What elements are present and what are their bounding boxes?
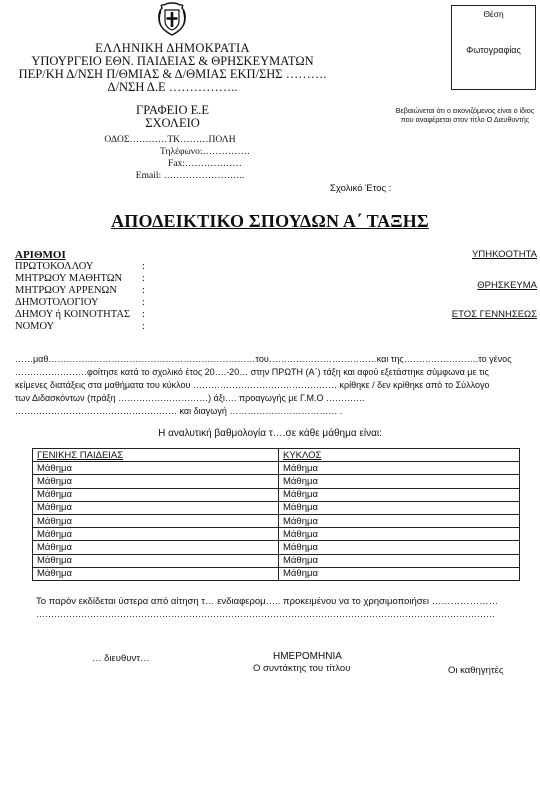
- address-field: ΟΔΟΣ…………ΤΚ………ΠΟΛΗ: [104, 135, 236, 145]
- table-row: [33, 488, 520, 501]
- subject-cell: Μάθημα: [33, 462, 279, 475]
- table-row: [33, 514, 520, 527]
- school-office-block: [0, 104, 345, 130]
- director-signature-label: … διευθυντ…: [92, 653, 150, 664]
- subject-cell: Μάθημα: [33, 501, 279, 514]
- email-field: Email: ……………………..: [135, 171, 245, 181]
- date-label: ΗΜΕΡΟΜΗΝΙΑ: [273, 651, 342, 662]
- colon: :: [142, 285, 145, 296]
- religion-label: ΘΡΗΣΚΕΥΜΑ: [477, 280, 537, 291]
- issuing-authority-header: [0, 42, 345, 94]
- municipality-label: ΔΗΜΟΥ ή ΚΟΙΝΟΤΗΤΑΣ: [15, 309, 131, 320]
- phone-field: Τηλέφωνο:……………: [160, 147, 250, 157]
- colon: :: [142, 309, 145, 320]
- subject-cell: Μάθημα: [33, 567, 279, 580]
- protocol-number-label: ΠΡΩΤΟΚΟΛΛΟΥ: [15, 261, 94, 272]
- subject-cell: Μάθημα: [279, 541, 520, 554]
- education-division: Δ/ΝΣΗ Δ.Ε ……………..: [107, 80, 238, 94]
- purpose-dots-line: ………………………………………………………………………………………………………………………………………: [36, 609, 495, 619]
- issuance-request-line: Το παρόν εκδίδεται ύστερα από αίτηση τ… ενδιαφερομ….. προκειμένου να το χρησιμοποιήσει …………………: [36, 596, 499, 607]
- photo-label: Φωτογραφίας: [466, 45, 521, 55]
- regional-directorate: ΠΕΡ/ΚΗ Δ/ΝΣΗ Π/ΘΜΙΑΣ & Δ/ΘΜΙΑΣ ΕΚΠ/ΣΗΣ ……….: [18, 67, 327, 81]
- numbers-heading: ΑΡΙΘΜΟΙ: [15, 249, 66, 261]
- school-year-label: Σχολικό Έτος :: [330, 183, 392, 194]
- grades-table: [32, 448, 520, 581]
- colon: :: [142, 297, 145, 308]
- subject-cell: Μάθημα: [279, 528, 520, 541]
- table-row: [33, 567, 520, 580]
- table-row: [33, 462, 520, 475]
- colon: :: [142, 261, 145, 272]
- male-register-label: ΜΗΤΡΩΟΥ ΑΡΡΕΝΩΝ: [15, 285, 117, 296]
- civil-register-label: ΔΗΜΟΤΟΛΟΓΙΟΥ: [15, 297, 99, 308]
- document-title: ΑΠΟΔΕΙΚΤΙΚΟ ΣΠΟΥΔΩΝ Α΄ ΤΑΞΗΣ: [111, 211, 429, 231]
- promotion-line: των Διδασκόντων (πράξη …………………………) άξι…. προαγωγής με Γ.Μ.Ο ………….: [15, 393, 365, 403]
- subject-cell: Μάθημα: [279, 488, 520, 501]
- subject-cell: Μάθημα: [33, 475, 279, 488]
- table-row: [33, 528, 520, 541]
- subject-cell: Μάθημα: [33, 488, 279, 501]
- citizenship-label: ΥΠΗΚΟΟΤΗΤΑ: [472, 249, 537, 260]
- grades-intro: Η αναλυτική βαθμολογία τ….σε κάθε μάθημα είναι:: [158, 428, 382, 439]
- table-row: [33, 475, 520, 488]
- subject-cell: Μάθημα: [279, 514, 520, 527]
- ministry-name: ΥΠΟΥΡΓΕΙΟ ΕΘΝ. ΠΑΙΔΕΙΑΣ & ΘΡΗΣΚΕΥΜΑΤΩΝ: [31, 54, 314, 68]
- compiler-signature-label: Ο συντάκτης του τίτλου: [253, 663, 351, 674]
- subject-cell: Μάθημα: [279, 475, 520, 488]
- subject-cell: Μάθημα: [33, 514, 279, 527]
- fax-field: Fax:………………: [168, 159, 242, 169]
- subject-cell: Μάθημα: [279, 462, 520, 475]
- subject-cell: Μάθημα: [279, 501, 520, 514]
- colon: :: [142, 273, 145, 284]
- table-row: [33, 541, 520, 554]
- photo-position-label: Θέση: [483, 9, 504, 19]
- subject-cell: Μάθημα: [33, 554, 279, 567]
- office-name: ΓΡΑΦΕΙΟ Ε.Ε: [135, 103, 210, 117]
- table-row: [33, 501, 520, 514]
- student-name-line: ……μαθ……………………………………………………………του………………………………και της…………………….το γένος: [15, 354, 512, 364]
- assessment-line: κείμενες διατάξεις στα μαθήματα του κύκλου ………………………………………… κρίθηκε / δεν κρίθηκε από το Σύλλογο: [15, 380, 490, 390]
- general-education-header: ΓΕΝΙΚΗΣ ΠΑΙΔΕΙΑΣ: [33, 449, 279, 462]
- subject-cell: Μάθημα: [279, 567, 520, 580]
- colon: :: [142, 321, 145, 332]
- conduct-line: ……………………………………………… και διαγωγή ……………………………… .: [15, 406, 343, 416]
- teachers-signature-label: Οι καθηγητές: [448, 665, 504, 676]
- birth-year-label: ΕΤΟΣ ΓΕΝΝΗΣΕΩΣ: [451, 309, 537, 320]
- school-contact-block: [0, 134, 300, 182]
- prefecture-label: ΝΟΜΟΥ: [15, 321, 55, 332]
- table-row: [33, 554, 520, 567]
- subject-cell: Μάθημα: [279, 554, 520, 567]
- subject-cell: Μάθημα: [33, 528, 279, 541]
- republic-name: ΕΛΛΗΝΙΚΗ ΔΗΜΟΚΡΑΤΙΑ: [95, 41, 250, 55]
- school-name: ΣΧΟΛΕΙΟ: [145, 116, 200, 130]
- photo-certification-note: Βεβαιώνεται ότι ο εικονιζόμενος είναι ο ίδιος που αναφέρεται στον τίτλο Ο Διευθυντής: [395, 106, 535, 124]
- cycle-header: ΚΥΚΛΟΣ: [279, 449, 520, 462]
- table-header-row: [33, 449, 520, 462]
- student-register-label: ΜΗΤΡΩΟΥ ΜΑΘΗΤΩΝ: [15, 273, 123, 284]
- greek-coat-of-arms-emblem: [155, 2, 189, 38]
- subject-cell: Μάθημα: [33, 541, 279, 554]
- attendance-line: ……………………φοίτησε κατά το σχολικό έτος 20….-20… στην ΠΡΩΤΗ (Α΄) τάξη και αφού εξετάστηκε σύμφωνα με τις: [15, 367, 489, 377]
